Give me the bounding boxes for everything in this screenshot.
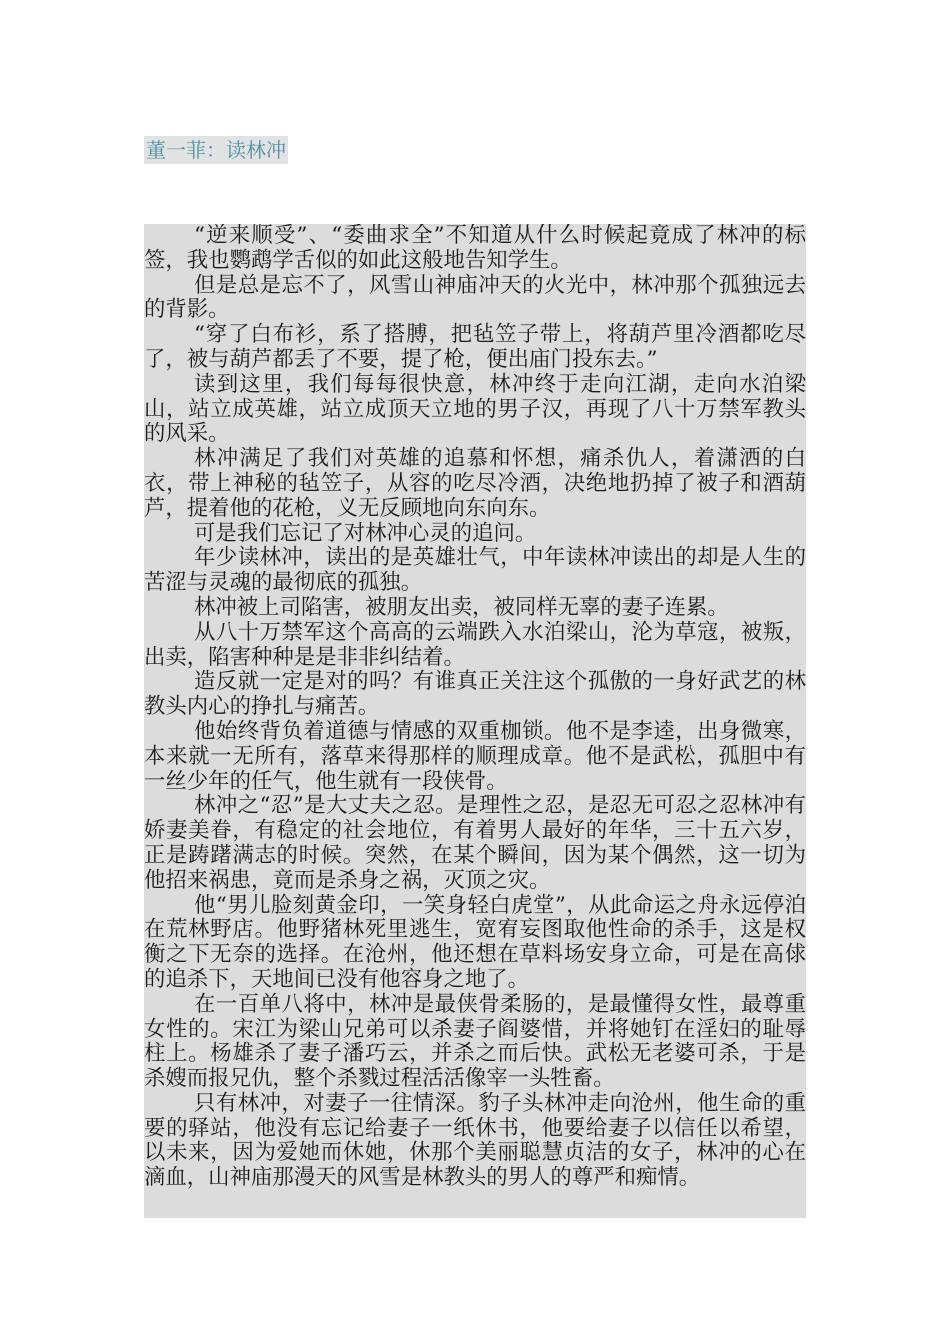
paragraph: 造反就一定是对的吗？有谁真正关注这个孤傲的一身好武艺的林教头内心的挣扎与痛苦。 (144, 669, 806, 720)
paragraph: 林冲满足了我们对英雄的追慕和怀想，痛杀仇人，着潇洒的白衣，带上神秘的毡笠子，从容的吃尽冷酒，决绝地扔掉了被子和酒葫芦，提着他的花枪，义无反顾地向东向东。 (144, 446, 806, 521)
paragraph: “逆来顺受”、“委曲求全”不知道从什么时候起竟成了林冲的标签，我也鹦鹉学舌似的如此这般地告知学生。 (144, 224, 806, 273)
paragraph: 他“男儿脸刻黄金印，一笑身轻白虎堂”，从此命运之舟永远停泊在荒林野店。他野猪林死里逃生，宽宥妄图取他性命的杀手，这是权衡之下无奈的选择。在沧州，他还想在草料场安身立命，可是在高俅的追杀下，天地间已没有他容身之地了。 (144, 892, 806, 992)
paragraph: 林冲被上司陷害，被朋友出卖，被同样无辜的妻子连累。 (194, 594, 729, 620)
document-title: 董一菲：读林冲 (146, 138, 286, 162)
paragraph: 年少读林冲，读出的是英雄壮气，中年读林冲读出的却是人生的苦涩与灵魂的最彻底的孤独。 (144, 545, 806, 596)
paragraph: 他始终背负着道德与情感的双重枷锁。他不是李逵，出身微寒，本来就一无所有，落草来得那样的顺理成章。他不是武松，孤胆中有一丝少年的任气，他生就有一段侠骨。 (144, 718, 806, 794)
paragraph: 读到这里，我们每每很快意，林冲终于走向江湖，走向水泊梁山，站立成英雄，站立成顶天立地的男子汉，再现了八十万禁军教头的风采。 (144, 371, 806, 447)
paragraph: 从八十万禁军这个高高的云端跌入水泊梁山，沦为草寇，被叛，出卖，陷害种种是是非非纠结着。 (144, 619, 806, 670)
paragraph: 可是我们忘记了对林冲心灵的追问。 (194, 520, 537, 546)
article-body (144, 224, 806, 1218)
paragraph: 林冲之“忍”是大丈夫之忍。是理性之忍，是忍无可忍之忍林冲有娇妻美眷，有稳定的社会地位，有着男人最好的年华，三十五六岁，正是踌躇满志的时候。突然，在某个瞬间，因为某个偶然，这一切为他招来祸患，竟而是杀身之祸，灭顶之灾。 (144, 793, 806, 893)
paragraph: 在一百单八将中，林冲是最侠骨柔肠的，是最懂得女性，最尊重女性的。宋江为梁山兄弟可以杀妻子阎婆惜，并将她钉在淫妇的耻辱柱上。杨雄杀了妻子潘巧云，并杀之而后快。武松无老婆可杀，于是杀嫂而报兄仇，整个杀戮过程活活像宰一头牲畜。 (144, 991, 806, 1092)
paragraph: 但是总是忘不了，风雪山神庙冲天的火光中，林冲那个孤独远去的背影。 (144, 272, 806, 323)
paragraph: 只有林冲，对妻子一往情深。豹子头林冲走向沧州，他生命的重要的驿站，他没有忘记给妻子一纸休书，他要给妻子以信任以希望，以未来，因为爱她而休她，休那个美丽聪慧贞洁的女子，林冲的心在滴血，山神庙那漫天的风雪是林教头的男人的尊严和痴情。 (144, 1090, 806, 1191)
paragraph: “穿了白布衫，系了搭膊，把毡笠子带上，将葫芦里冷酒都吃尽了，被与葫芦都丢了不要，提了枪，便出庙门投东去。” (144, 322, 806, 372)
